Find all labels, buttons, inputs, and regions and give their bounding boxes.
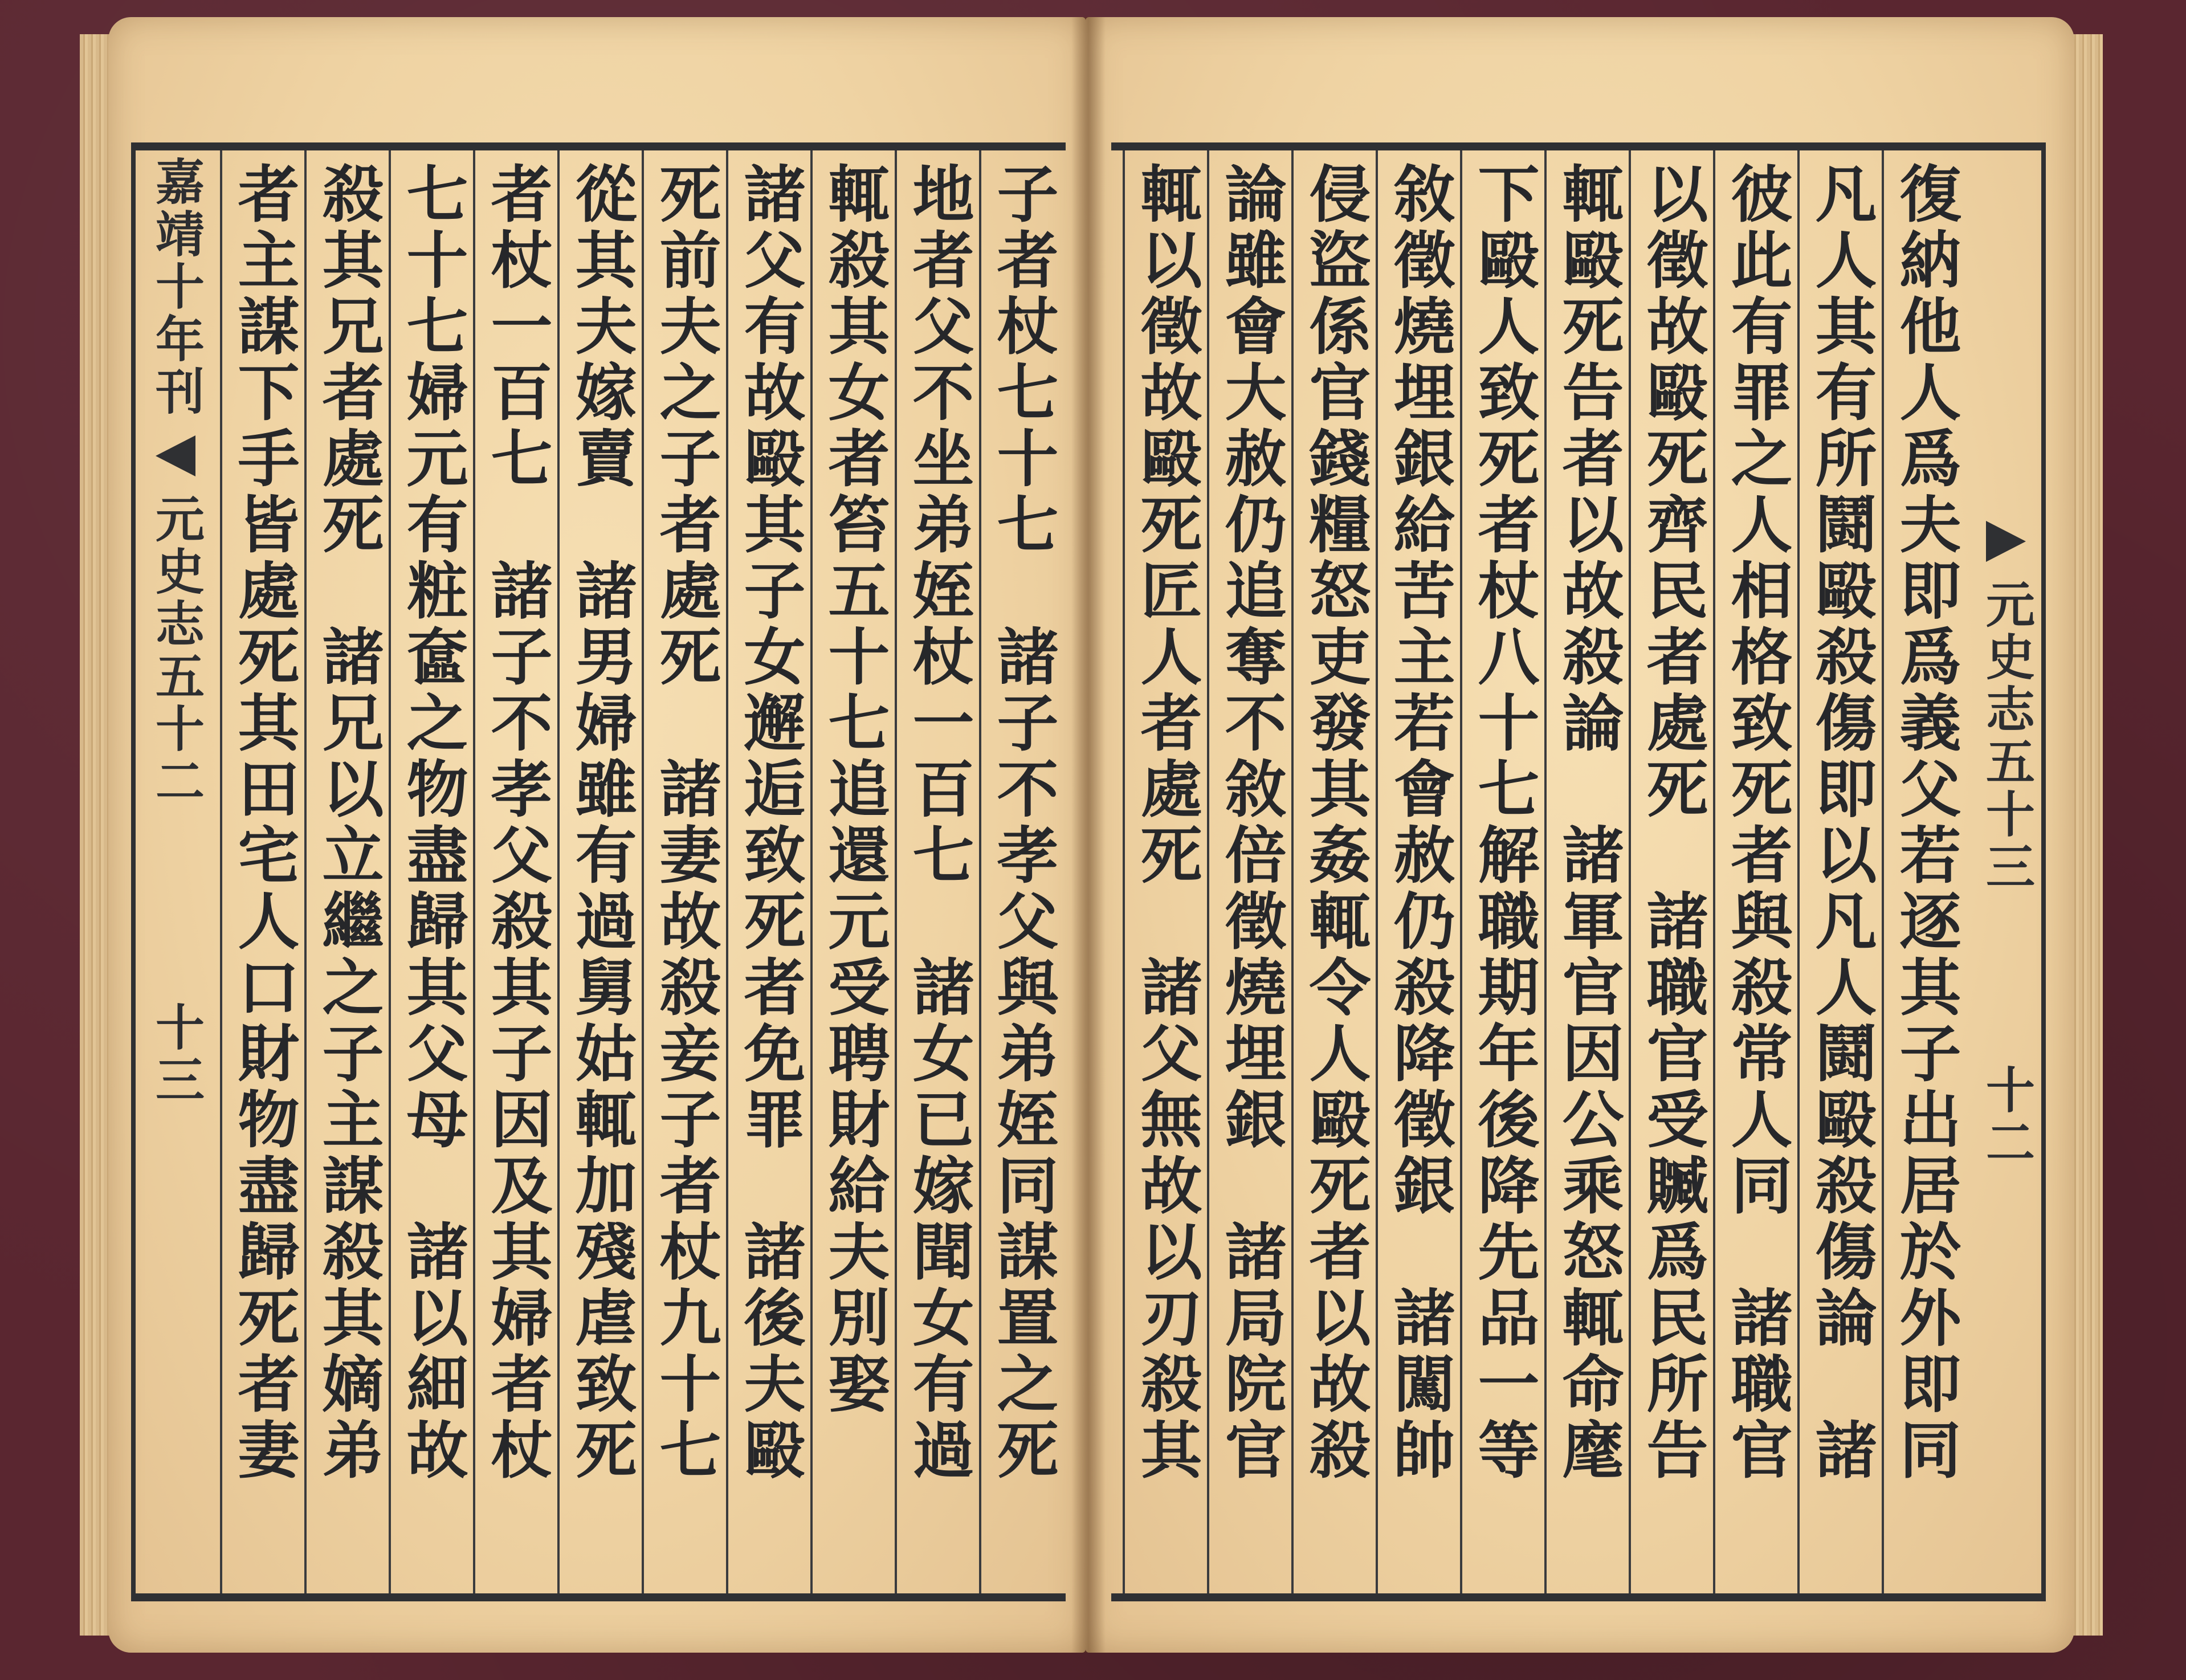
text-column	[389, 150, 473, 1593]
text-column	[1544, 150, 1629, 1593]
column-text: 者主謀下手皆處死其田宅人口財物盡歸死者妻	[227, 162, 299, 1484]
text-column	[1629, 150, 1713, 1593]
column-text: 敘徵燒埋銀給苦主若會赦仍殺降徵銀 諸闖帥	[1383, 162, 1455, 1484]
right-page-title: 元史志五十三	[1977, 579, 2035, 894]
left-text-frame	[131, 142, 1066, 1601]
column-text: 者杖一百七 諸子不孝父殺其子因及其婦者杖	[480, 162, 552, 1484]
text-column	[1291, 150, 1376, 1593]
text-column	[726, 150, 810, 1593]
text-column	[810, 150, 895, 1593]
column-text: 侵盜係官錢糧怒吏發其姦輒令人毆死者以故殺	[1299, 162, 1371, 1484]
left-page-number: 十三	[147, 1002, 205, 1107]
text-column	[1376, 150, 1460, 1593]
column-text: 輒毆死告者以故殺論 諸軍官因公乘怒輒命麾	[1552, 162, 1624, 1484]
fish-tail-mark	[156, 435, 195, 476]
column-text: 七十七婦元有粧奩之物盡歸其父母 諸以細故	[396, 162, 468, 1484]
text-column	[557, 150, 642, 1593]
column-text: 諸父有故毆其子女邂逅致死者免罪 諸後夫毆	[733, 162, 805, 1484]
column-text: 輒以徵故毆死匠人者處死 諸父無故以刃殺其	[1130, 162, 1202, 1484]
text-column	[1713, 150, 1797, 1593]
column-text: 彼此有罪之人相格致死者與殺常人同 諸職官	[1720, 162, 1792, 1484]
left-margin-column	[141, 150, 210, 1593]
text-column	[1797, 150, 1882, 1593]
column-text: 論雖會大赦仍追奪不敘倍徵燒埋銀 諸局院官	[1214, 162, 1286, 1484]
column-text: 輒殺其女者笞五十七追還元受聘財給夫別娶	[818, 162, 890, 1418]
column-text: 從其夫嫁賣 諸男婦雖有過舅姑輒加殘虐致死	[565, 162, 637, 1484]
text-column	[304, 150, 389, 1593]
column-text: 凡人其有所鬪毆殺傷即以凡人鬪毆殺傷論 諸	[1805, 162, 1877, 1484]
left-page-title: 元史志五十二	[147, 494, 205, 808]
column-text: 以徵故毆死齊民者處死 諸職官受贓爲民所告	[1636, 162, 1708, 1484]
text-column	[220, 150, 304, 1593]
text-column	[642, 150, 726, 1593]
right-page-number: 十二	[1977, 1065, 2035, 1169]
column-text: 下毆人致死者杖八十七解職期年後降先品一等	[1467, 162, 1539, 1484]
column-text: 地者父不坐弟姪杖一百七 諸女已嫁聞女有過	[902, 162, 974, 1484]
fish-tail-mark	[1986, 521, 2026, 562]
text-column	[895, 150, 979, 1593]
column-text: 死前夫之子者處死 諸妻故殺妾子者杖九十七	[649, 162, 721, 1484]
text-column	[1207, 150, 1291, 1593]
text-column	[1882, 150, 1966, 1593]
edition-note: 嘉靖十年刊	[147, 156, 205, 418]
text-column	[979, 150, 1063, 1593]
column-text: 殺其兄者處死 諸兄以立繼之子主謀殺其嫡弟	[312, 162, 384, 1484]
right-margin-column	[1972, 150, 2040, 1593]
text-column	[1460, 150, 1544, 1593]
text-column	[473, 150, 557, 1593]
text-column	[1123, 150, 1207, 1593]
right-text-frame	[1111, 142, 2046, 1601]
column-text: 子者杖七十七 諸子不孝父與弟姪同謀置之死	[986, 162, 1058, 1484]
column-text: 復納他人爲夫即爲義父若逐其子出居於外即同	[1889, 162, 1961, 1484]
book-gutter	[1071, 17, 1106, 1653]
